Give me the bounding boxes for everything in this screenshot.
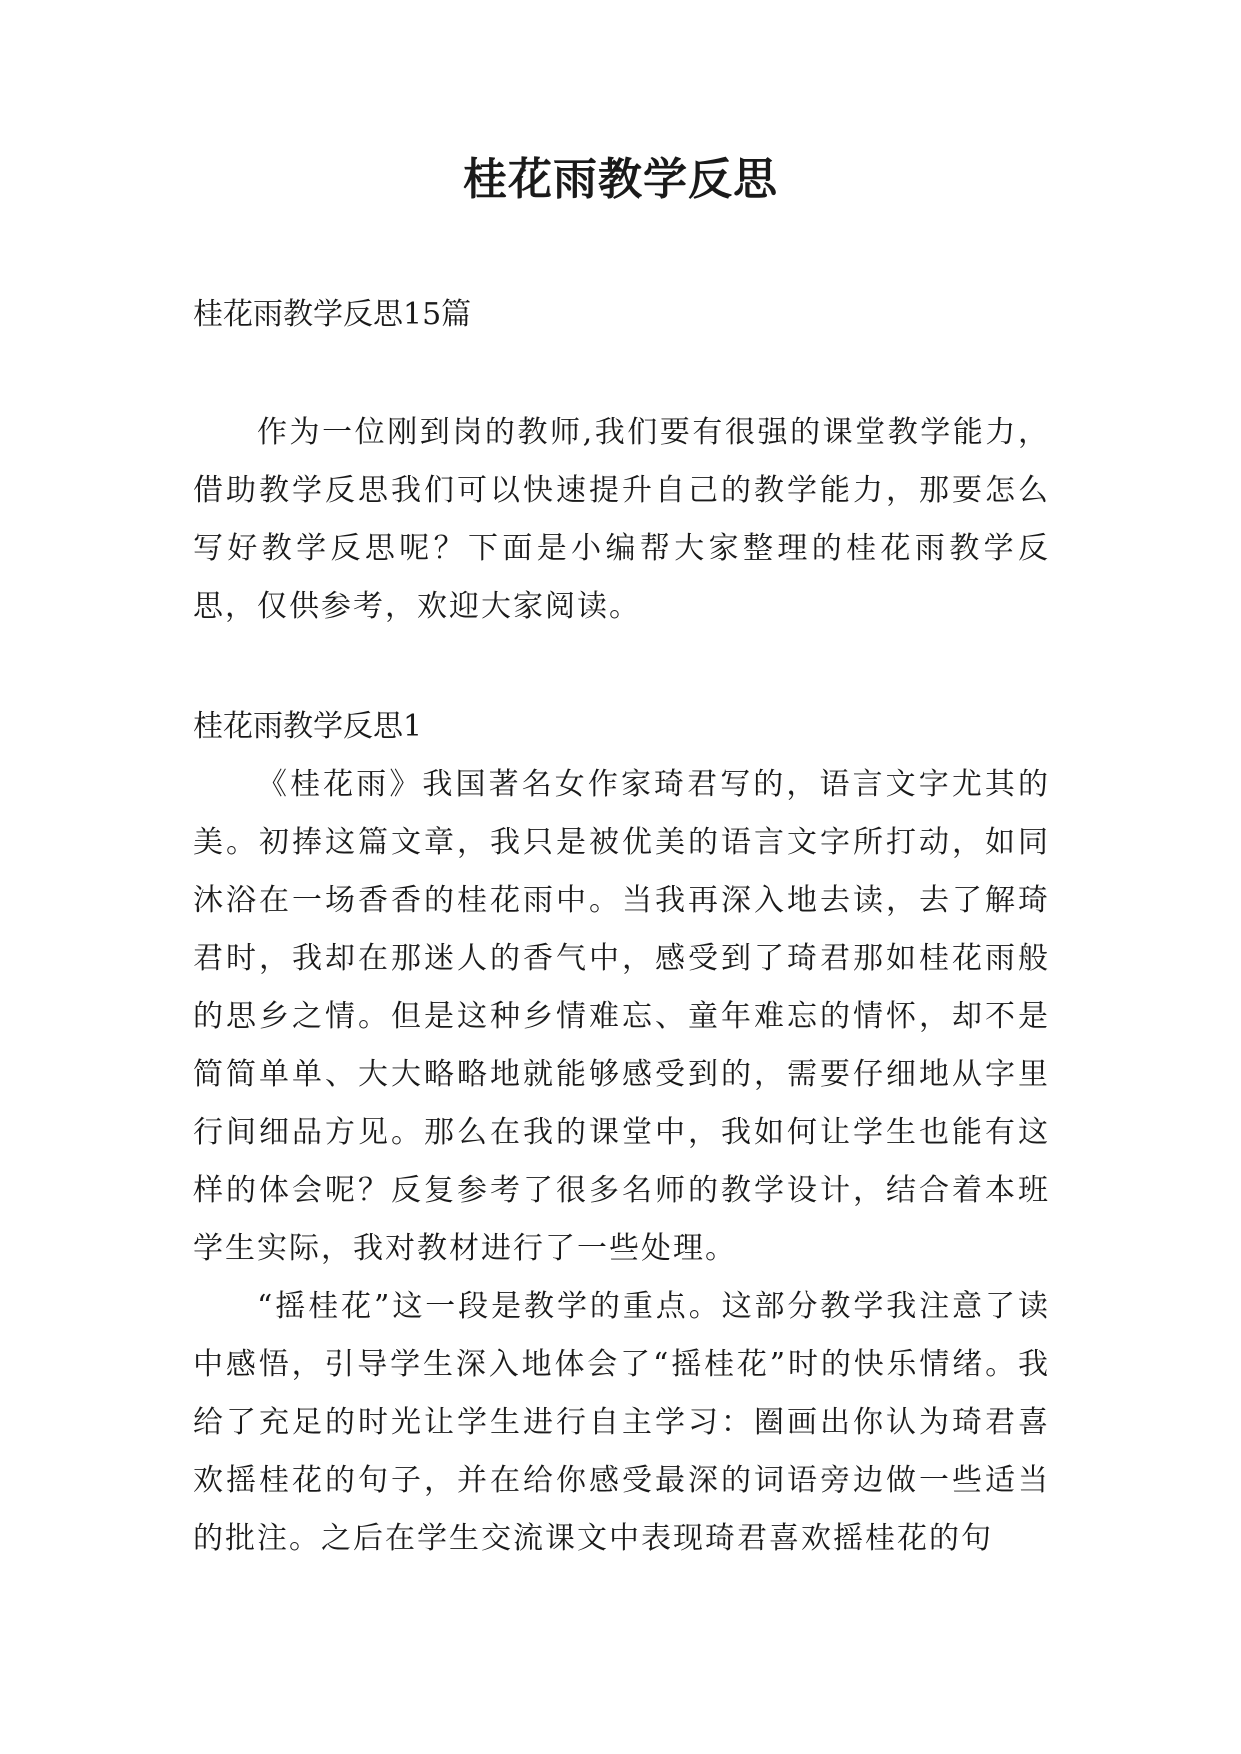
section-heading: 桂花雨教学反思1 [193,709,423,744]
document-title: 桂花雨教学反思 [463,154,778,205]
body-paragraph: 《桂花雨》我国著名女作家琦君写的，语言文字尤其的美。初捧这篇文章，我只是被优美的语言文字所打动，如同沐浴在一场香香的桂花雨中。当我再深入地去读，去了解琦君时，我却在那迷人的香气中，感受到了琦君那如桂花雨般的思乡之情。但是这种乡情难忘、童年难忘的情怀，却不是简简单单、大大略略地就能够感受到的，需要仔细地从字里行间细品方见。那么在我的课堂中，我如何让学生也能有这样的体会呢？反复参考了很多名师的教学设计，结合着本班学生实际，我对教材进行了一些处理。 [193,767,1050,1266]
body-paragraph: “摇桂花”这一段是教学的重点。这部分教学我注意了读中感悟，引导学生深入地体会了“摇桂花”时的快乐情绪。我给了充足的时光让学生进行自主学习：圈画出你认为琦君喜欢摇桂花的句子，并在给你感受最深的词语旁边做一些适当的批注。之后在学生交流课文中表现琦君喜欢摇桂花的句 [193,1289,1050,1556]
intro-paragraph: 作为一位刚到岗的教师,我们要有很强的课堂教学能力，借助教学反思我们可以快速提升自己的教学能力，那要怎么写好教学反思呢？下面是小编帮大家整理的桂花雨教学反思，仅供参考，欢迎大家阅读。 [193,415,1050,624]
document-subtitle: 桂花雨教学反思15篇 [193,297,472,332]
